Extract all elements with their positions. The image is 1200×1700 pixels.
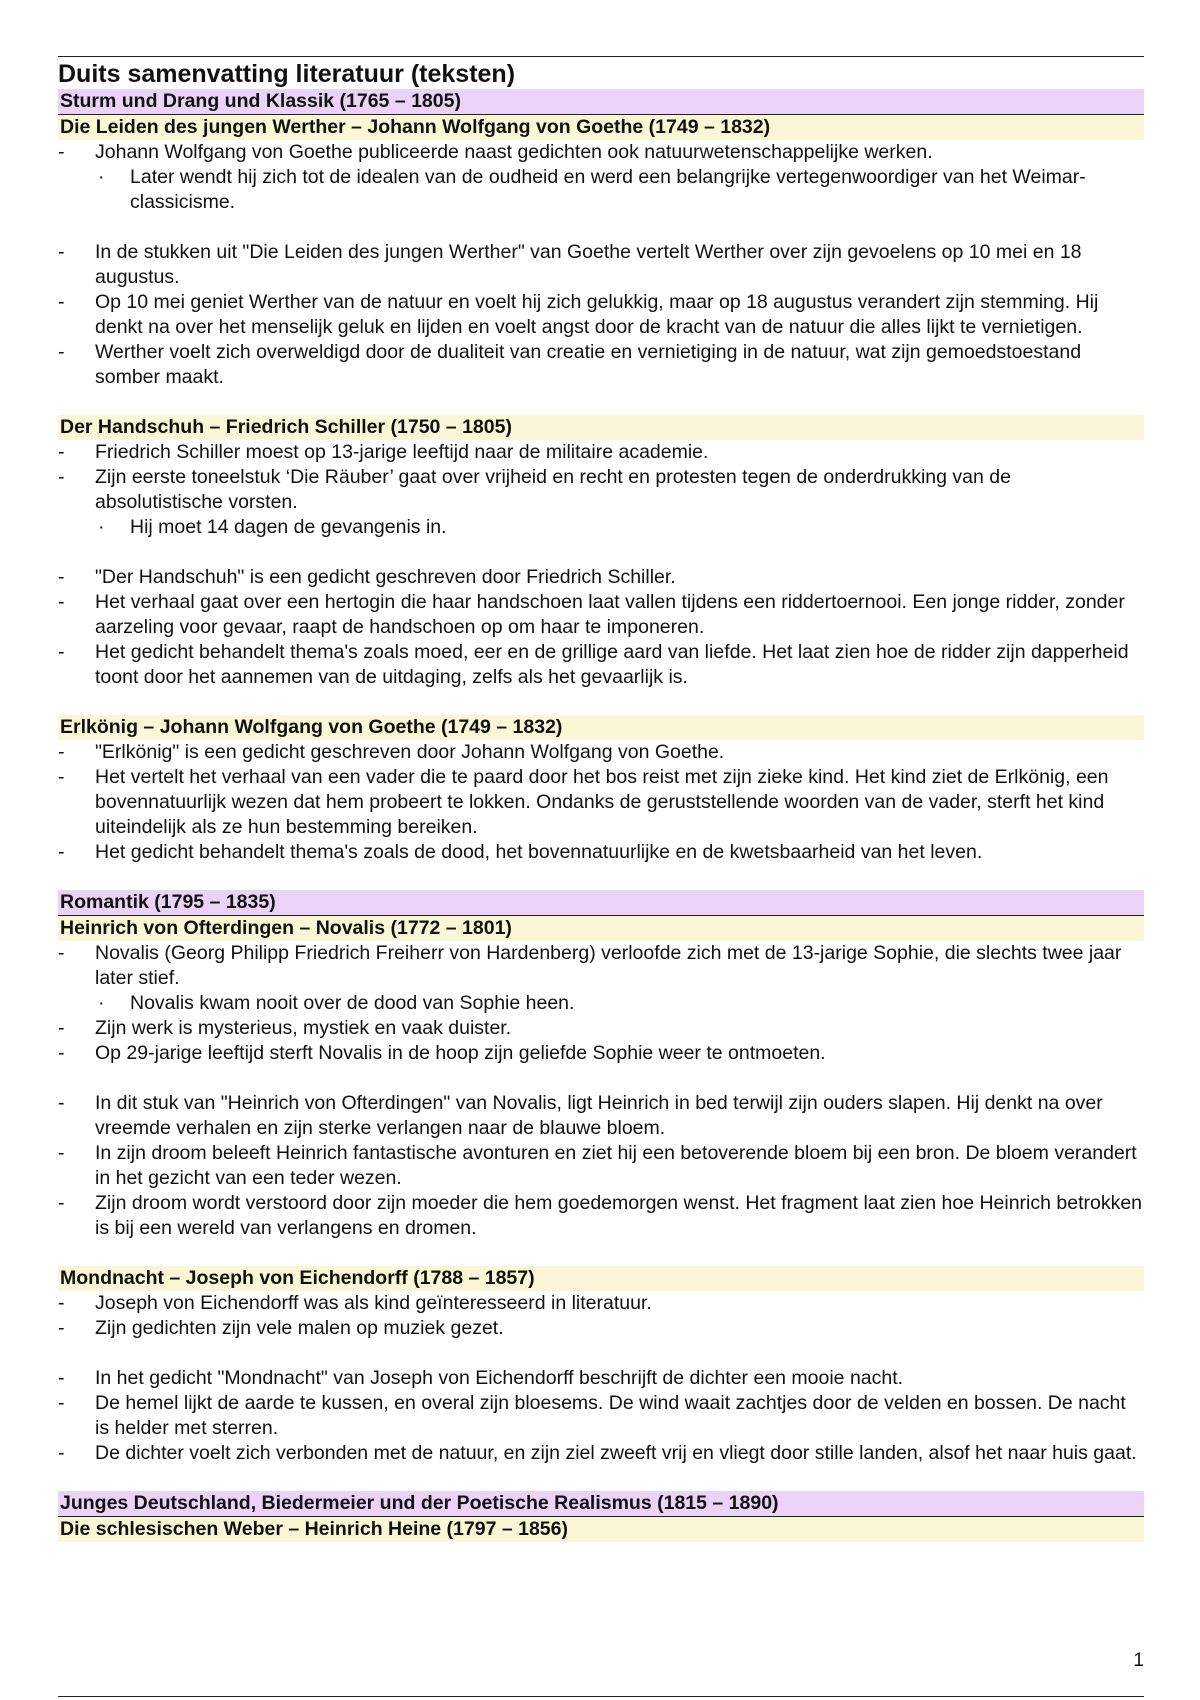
bullet-text: Op 10 mei geniet Werther van de natuur en voelt hij zich gelukkig, maar op 18 augustus verandert zijn stemming. Hij denkt na over het menselijk geluk en lijden en voelt angst door de kracht van de natuur die alles lijkt te vernietigen. [95, 291, 1099, 338]
bullet-text: Het gedicht behandelt thema's zoals de dood, het bovennatuurlijke en de kwetsbaarheid van het leven. [95, 841, 983, 863]
dash-bullet-icon: - [58, 741, 65, 763]
section-spacer [58, 390, 1144, 415]
bullet-text: In dit stuk van "Heinrich von Ofterdingen" van Novalis, ligt Heinrich in bed terwijl zijn ouders slapen. Hij denkt na over vreemde verhalen en zijn sterke verlangen naar de blauwe bloem. [95, 1092, 1103, 1139]
bullet-item [58, 640, 1144, 690]
section-spacer [58, 865, 1144, 890]
bullet-item [58, 140, 1144, 165]
era-heading: Junges Deutschland, Biedermeier und der Poetische Realismus (1815 – 1890) [58, 1491, 1144, 1517]
dash-bullet-icon: - [58, 141, 65, 163]
era-heading: Sturm und Drang und Klassik (1765 – 1805) [58, 89, 1144, 115]
work-heading: Der Handschuh – Friedrich Schiller (1750 – 1805) [58, 415, 1144, 440]
work-heading: Die schlesischen Weber – Heinrich Heine (1797 – 1856) [58, 1517, 1144, 1542]
sub-bullet-text: Hij moet 14 dagen de gevangenis in. [130, 516, 447, 538]
bullet-item [58, 1441, 1144, 1466]
bullet-item [58, 240, 1144, 290]
bullet-text: "Erlkönig" is een gedicht geschreven door Johann Wolfgang von Goethe. [95, 741, 725, 763]
era-heading: Romantik (1795 – 1835) [58, 890, 1144, 916]
paragraph-spacer [58, 1066, 1144, 1091]
bullet-text: Werther voelt zich overweldigd door de dualiteit van creatie en vernietiging in de natuur, wat zijn gemoedstoestand somber maakt. [95, 341, 1082, 388]
work-heading: Die Leiden des jungen Werther – Johann Wolfgang von Goethe (1749 – 1832) [58, 115, 1144, 140]
dash-bullet-icon: - [58, 1042, 65, 1064]
bullet-list [58, 1366, 1144, 1466]
section-spacer [58, 690, 1144, 715]
work-heading: Mondnacht – Joseph von Eichendorff (1788 – 1857) [58, 1266, 1144, 1291]
dot-bullet-icon: · [98, 992, 105, 1014]
bullet-item [58, 1191, 1144, 1241]
section-spacer [58, 1466, 1144, 1491]
bullet-text: De hemel lijkt de aarde te kussen, en overal zijn bloesems. De wind waait zachtjes door de velden en bossen. De nacht is helder met sterren. [95, 1392, 1126, 1439]
work-heading: Erlkönig – Johann Wolfgang von Goethe (1749 – 1832) [58, 715, 1144, 740]
dot-bullet-icon: · [98, 166, 105, 188]
dash-bullet-icon: - [58, 441, 65, 463]
dash-bullet-icon: - [58, 1092, 65, 1114]
paragraph-spacer [58, 215, 1144, 240]
bullet-text: Het gedicht behandelt thema's zoals moed, eer en de grillige aard van liefde. Het laat zien hoe de ridder zijn dapperheid toont door het aannemen van de uitdaging, zelfs als het gevaarlijk is. [95, 641, 1129, 688]
document-title: Duits samenvatting literatuur (teksten) [58, 60, 516, 88]
bullet-item [58, 1391, 1144, 1441]
bullet-item [58, 840, 1144, 865]
sub-bullet-text: Later wendt hij zich tot de idealen van de oudheid en werd een belangrijke vertegenwoordiger van het Weimar-classicisme. [130, 166, 1086, 213]
bullet-item [58, 1141, 1144, 1191]
bullet-item [58, 765, 1144, 840]
bullet-list [58, 140, 1144, 215]
bullet-text: Het verhaal gaat over een hertogin die haar handschoen laat vallen tijdens een riddertoernooi. Een jonge ridder, zonder aarzeling voor gevaar, raapt de handschoen op om haar te imponeren. [95, 591, 1125, 638]
bullet-text: Zijn werk is mysterieus, mystiek en vaak duister. [95, 1017, 512, 1039]
bullet-list [58, 565, 1144, 690]
bullet-item [58, 1366, 1144, 1391]
dash-bullet-icon: - [58, 1442, 65, 1464]
dash-bullet-icon: - [58, 841, 65, 863]
bullet-item [58, 1316, 1144, 1341]
dash-bullet-icon: - [58, 466, 65, 488]
dash-bullet-icon: - [58, 942, 65, 964]
dash-bullet-icon: - [58, 1317, 65, 1339]
dash-bullet-icon: - [58, 1367, 65, 1389]
dash-bullet-icon: - [58, 641, 65, 663]
bullet-item [58, 1291, 1144, 1316]
dash-bullet-icon: - [58, 591, 65, 613]
section-spacer [58, 1241, 1144, 1266]
work-heading: Heinrich von Ofterdingen – Novalis (1772 – 1801) [58, 916, 1144, 941]
page-number: 1 [1133, 1650, 1144, 1671]
bullet-text: "Der Handschuh" is een gedicht geschreven door Friedrich Schiller. [95, 566, 676, 588]
dash-bullet-icon: - [58, 1142, 65, 1164]
bullet-item [58, 565, 1144, 590]
bullet-item [58, 1091, 1144, 1141]
document-content [58, 89, 1144, 1542]
dot-bullet-icon: · [98, 516, 105, 538]
paragraph-spacer [58, 1341, 1144, 1366]
bullet-text: In de stukken uit "Die Leiden des jungen Werther" van Goethe vertelt Werther over zijn gevoelens op 10 mei en 18 augustus. [95, 241, 1082, 288]
bullet-list [58, 740, 1144, 865]
bullet-list [58, 240, 1144, 390]
sub-bullet-item [58, 515, 1144, 540]
dash-bullet-icon: - [58, 1017, 65, 1039]
bottom-rule [58, 1696, 1144, 1697]
bullet-text: Joseph von Eichendorff was als kind geïnteresseerd in literatuur. [95, 1292, 652, 1314]
bullet-item [58, 440, 1144, 465]
bullet-list [58, 941, 1144, 1066]
bullet-text: In zijn droom beleeft Heinrich fantastische avonturen en ziet hij een betoverende bloem bij een bron. De bloem verandert in het gezicht van een teder wezen. [95, 1142, 1137, 1189]
bullet-text: Op 29-jarige leeftijd sterft Novalis in de hoop zijn geliefde Sophie weer te ontmoeten. [95, 1042, 826, 1064]
bullet-text: Johann Wolfgang von Goethe publiceerde naast gedichten ook natuurwetenschappelijke werken. [95, 141, 933, 163]
dash-bullet-icon: - [58, 241, 65, 263]
dash-bullet-icon: - [58, 341, 65, 363]
bullet-list [58, 440, 1144, 540]
bullet-text: Zijn gedichten zijn vele malen op muziek gezet. [95, 1317, 504, 1339]
paragraph-spacer [58, 540, 1144, 565]
bullet-item [58, 941, 1144, 991]
dash-bullet-icon: - [58, 566, 65, 588]
bullet-list [58, 1291, 1144, 1341]
bullet-text: Zijn eerste toneelstuk ‘Die Räuber’ gaat over vrijheid en recht en protesten tegen de onderdrukking van de absolutistische vorsten. [95, 466, 1011, 513]
document-page [58, 56, 1144, 1542]
sub-bullet-text: Novalis kwam nooit over de dood van Sophie heen. [130, 992, 575, 1014]
bullet-item [58, 1041, 1144, 1066]
sub-bullet-item [58, 165, 1144, 215]
dash-bullet-icon: - [58, 291, 65, 313]
bullet-item [58, 340, 1144, 390]
bullet-text: In het gedicht "Mondnacht" van Joseph von Eichendorff beschrijft de dichter een mooie nacht. [95, 1367, 904, 1389]
bullet-text: Novalis (Georg Philipp Friedrich Freiherr von Hardenberg) verloofde zich met de 13-jarige Sophie, die slechts twee jaar later stief. [95, 942, 1122, 989]
sub-bullet-item [58, 991, 1144, 1016]
bullet-item [58, 740, 1144, 765]
dash-bullet-icon: - [58, 1192, 65, 1214]
dash-bullet-icon: - [58, 1392, 65, 1414]
bullet-item [58, 290, 1144, 340]
bullet-item [58, 1016, 1144, 1041]
bullet-list [58, 1091, 1144, 1241]
bullet-text: Het vertelt het verhaal van een vader die te paard door het bos reist met zijn zieke kind. Het kind ziet de Erlkönig, een bovennatuurlijk wezen dat hem probeert te lokken. Ondanks de geruststellende woorden van de vader, sterft het kind uiteindelijk als ze hun bestemming bereiken. [95, 766, 1109, 838]
bullet-item [58, 590, 1144, 640]
dash-bullet-icon: - [58, 766, 65, 788]
bullet-text: Zijn droom wordt verstoord door zijn moeder die hem goedemorgen wenst. Het fragment laat zien hoe Heinrich betrokken is bij een wereld van verlangens en dromen. [95, 1192, 1143, 1239]
bullet-text: Friedrich Schiller moest op 13-jarige leeftijd naar de militaire academie. [95, 441, 709, 463]
dash-bullet-icon: - [58, 1292, 65, 1314]
bullet-item [58, 465, 1144, 515]
bullet-text: De dichter voelt zich verbonden met de natuur, en zijn ziel zweeft vrij en vliegt door stille landen, alsof het naar huis gaat. [95, 1442, 1137, 1464]
